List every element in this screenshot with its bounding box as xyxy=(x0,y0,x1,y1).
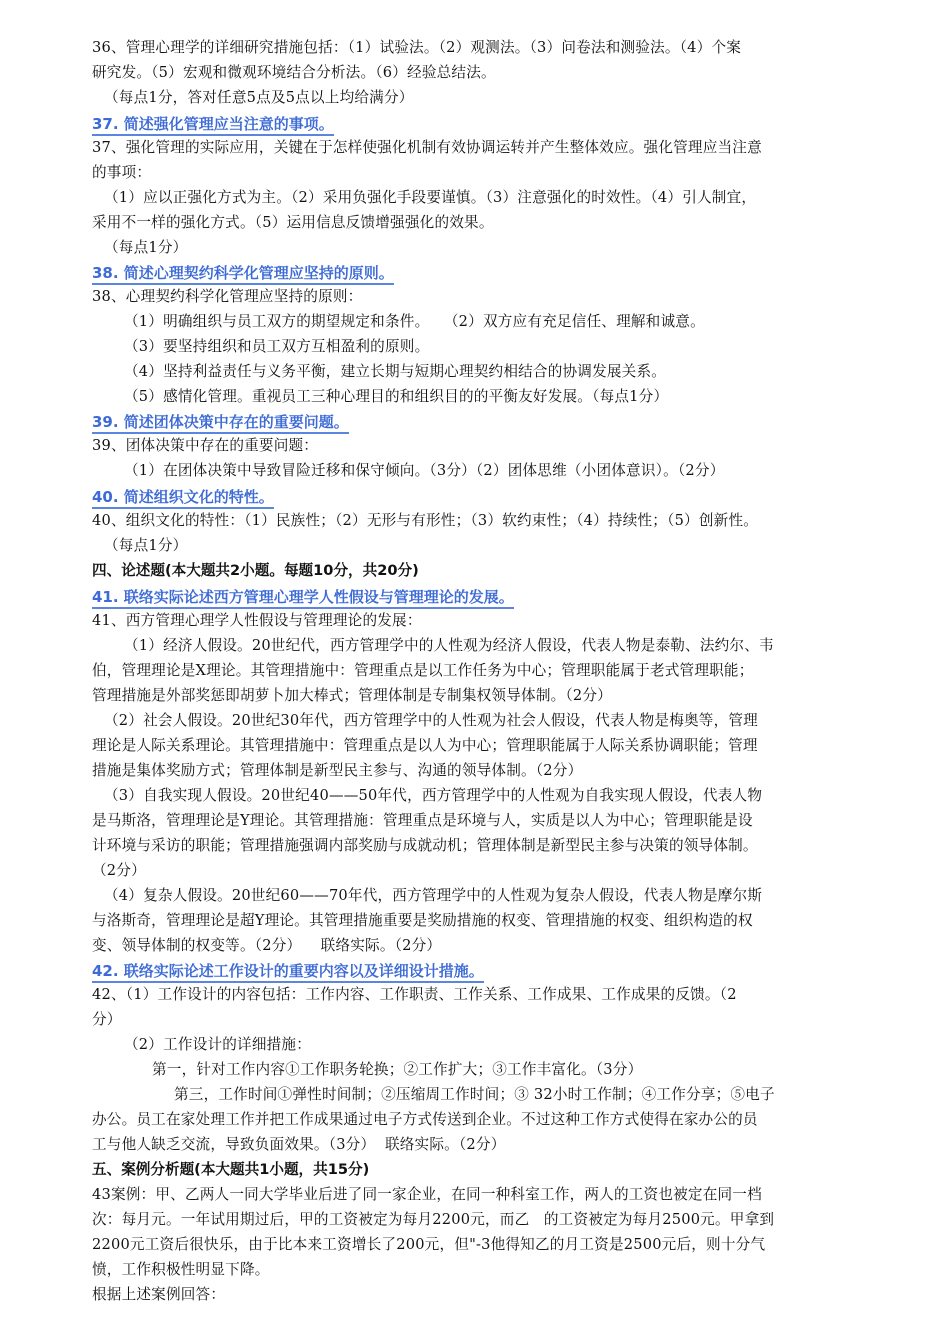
question-heading xyxy=(92,960,484,982)
text-line: （每点1分） xyxy=(104,537,188,554)
text-line: （4）坚持利益责任与义务平衡，建立长期与短期心理契约相结合的协调发展关系。 xyxy=(124,363,667,380)
question-heading xyxy=(92,113,334,135)
text-line: （每点1分） xyxy=(104,239,188,256)
question-heading xyxy=(92,262,394,284)
question-heading-text: 41. 联络实际论述西方管理心理学人性假设与管理理论的发展。 xyxy=(92,588,514,609)
text-line: （2）社会人假设。20世纪30年代，西方管理学中的人性观为社会人假设，代表人物是梅奥等，管理 xyxy=(104,712,758,729)
text-line: 第一，针对工作内容①工作职务轮换；②工作扩大；③工作丰富化。（3分） xyxy=(152,1061,643,1078)
text-line: 第三，工作时间①弹性时间制；②压缩周工作时间；③ 32小时工作制；④工作分享；⑤电子 xyxy=(174,1086,775,1103)
text-line: （1）应以正强化方式为主。（2）采用负强化手段要谨慎。（3）注意强化的时效性。（4）引人制宜， xyxy=(104,189,757,206)
text-line: 愤，工作积极性明显下降。 xyxy=(92,1261,270,1278)
text-line: 41、西方管理心理学人性假设与管理理论的发展： xyxy=(92,612,422,629)
question-heading-text: 38. 简述心理契约科学化管理应坚持的原则。 xyxy=(92,264,394,285)
text-line: 与洛斯奇，管理理论是超Y理论。其管理措施重要是奖励措施的权变、管理措施的权变、组织构造的权 xyxy=(92,912,753,929)
text-line: 办公。员工在家处理工作并把工作成果通过电子方式传送到企业。不过这种工作方式使得在家办公的员 xyxy=(92,1111,758,1128)
text-line: 是马斯洛，管理理论是Y理论。其管理措施：管理重点是环境与人，实质是以人为中心；管理职能是设 xyxy=(92,812,753,829)
text-line: （每点1分，答对任意5点及5点以上均给满分） xyxy=(104,89,414,106)
text-line: 39、团体决策中存在的重要问题： xyxy=(92,437,319,454)
text-line: 研究发。（5）宏观和微观环境结合分析法。（6）经验总结法。 xyxy=(92,64,496,81)
text-line: 分） xyxy=(92,1011,122,1028)
text-line: 2200元工资后很快乐，由于比本来工资增长了200元，但"-3他得知乙的月工资是2500元后，则十分气 xyxy=(92,1236,766,1253)
text-line: 理论是人际关系理论。其管理措施中：管理重点是以人为中心；管理职能属于人际关系协调职能；管理 xyxy=(92,737,758,754)
text-line: （2分） xyxy=(92,862,146,879)
text-line: （1）明确组织与员工双方的期望规定和条件。 （2）双方应有充足信任、理解和诚意。 xyxy=(124,313,705,330)
text-line: 次：每月元。一年试用期过后，甲的工资被定为每月2200元，而乙 的工资被定为每月2500元。甲拿到 xyxy=(92,1211,775,1228)
question-heading xyxy=(92,586,514,608)
text-line: 37、强化管理的实际应用，关键在于怎样使强化机制有效协调运转并产生整体效应。强化管理应当注意 xyxy=(92,139,762,156)
text-line: 42、（1）工作设计的内容包括：工作内容、工作职责、工作关系、工作成果、工作成果的反馈。（2 xyxy=(92,986,737,1003)
text-line: （1）经济人假设。20世纪代，西方管理学中的人性观为经济人假设，代表人物是泰勒、法约尔、韦 xyxy=(124,637,774,654)
text-line: （3）自我实现人假设。20世纪40——50年代，西方管理学中的人性观为自我实现人假设，代表人物 xyxy=(104,787,763,804)
question-heading xyxy=(92,486,274,508)
text-line: 管理措施是外部奖惩即胡萝卜加大棒式；管理体制是专制集权领导体制。（2分） xyxy=(92,687,612,704)
text-line: 40、组织文化的特性：（1）民族性；（2）无形与有形性；（3）软约束性；（4）持续性；（5）创新性。 xyxy=(92,512,759,529)
section-title: 四、论述题(本大题共2小题。每题10分，共20分) xyxy=(92,562,419,579)
text-line: 措施是集体奖励方式；管理体制是新型民主参与、沟通的领导体制。（2分） xyxy=(92,762,583,779)
text-line: （2）工作设计的详细措施： xyxy=(124,1036,312,1053)
text-line: 38、心理契约科学化管理应坚持的原则： xyxy=(92,288,363,305)
text-line: 采用不一样的强化方式。（5）运用信息反馈增强强化的效果。 xyxy=(92,214,494,231)
question-heading xyxy=(92,411,349,433)
text-line: （3）要坚持组织和员工双方互相盈利的原则。 xyxy=(124,338,430,355)
question-heading-text: 40. 简述组织文化的特性。 xyxy=(92,488,274,509)
text-line: 43案例：甲、乙两人一同大学毕业后进了同一家企业，在同一种科室工作，两人的工资也被定在同一档 xyxy=(92,1186,762,1203)
question-heading-text: 42. 联络实际论述工作设计的重要内容以及详细设计措施。 xyxy=(92,962,484,983)
text-line: （5）感情化管理。重视员工三种心理目的和组织目的的平衡友好发展。（每点1分） xyxy=(124,388,669,405)
text-line: （1）在团体决策中导致冒险迁移和保守倾向。（3分）（2）团体思维（小团体意识）。（2分） xyxy=(124,462,725,479)
text-line: （4）复杂人假设。20世纪60——70年代，西方管理学中的人性观为复杂人假设，代表人物是摩尔斯 xyxy=(104,887,763,904)
text-line: 伯，管理理论是X理论。其管理措施中：管理重点是以工作任务为中心；管理职能属于老式管理职能； xyxy=(92,662,754,679)
text-line: 36、管理心理学的详细研究措施包括：（1）试验法。（2）观测法。（3）问卷法和测验法。（4）个案 xyxy=(92,39,742,56)
text-line: 根据上述案例回答： xyxy=(92,1286,226,1303)
section-title: 五、案例分析题(本大题共1小题，共15分) xyxy=(92,1161,370,1178)
question-heading-text: 39. 简述团体决策中存在的重要问题。 xyxy=(92,413,349,434)
text-line: 变、领导体制的权变等。（2分） 联络实际。（2分） xyxy=(92,937,442,954)
question-heading-text: 37. 简述强化管理应当注意的事项。 xyxy=(92,115,334,136)
text-line: 工与他人缺乏交流，导致负面效果。（3分） 联络实际。（2分） xyxy=(92,1136,506,1153)
text-line: 的事项： xyxy=(92,164,152,181)
text-line: 计环境与采访的职能；管理措施强调内部奖励与成就动机；管理体制是新型民主参与决策的领导体制。 xyxy=(92,837,758,854)
